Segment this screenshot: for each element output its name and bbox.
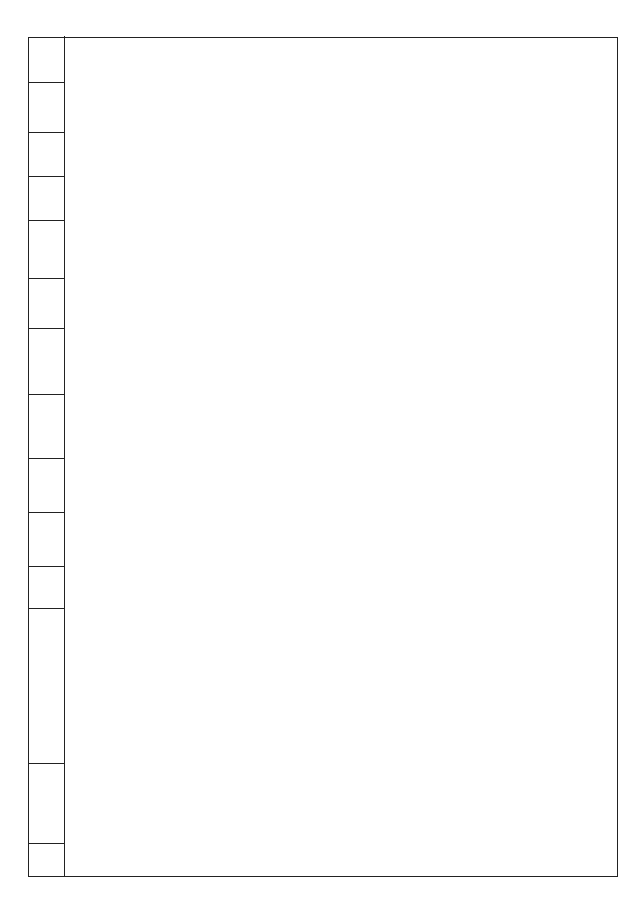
cell-year-4 — [29, 82, 64, 132]
cell-period — [29, 328, 64, 394]
cell-address — [29, 608, 64, 763]
cell-flag — [29, 394, 64, 458]
housing-table — [28, 37, 618, 877]
cell-year — [29, 512, 64, 566]
cell-year-5 — [29, 36, 64, 82]
cell-empty — [29, 458, 64, 512]
cell-year-1 — [29, 220, 64, 278]
cell-area — [29, 566, 64, 608]
cell-year-3 — [29, 132, 64, 176]
table-header-fragment-row — [29, 36, 65, 876]
cell-empty — [29, 278, 64, 328]
cell-num — [29, 843, 64, 876]
cell-year-2 — [29, 176, 64, 220]
cell-municipality — [29, 763, 64, 843]
